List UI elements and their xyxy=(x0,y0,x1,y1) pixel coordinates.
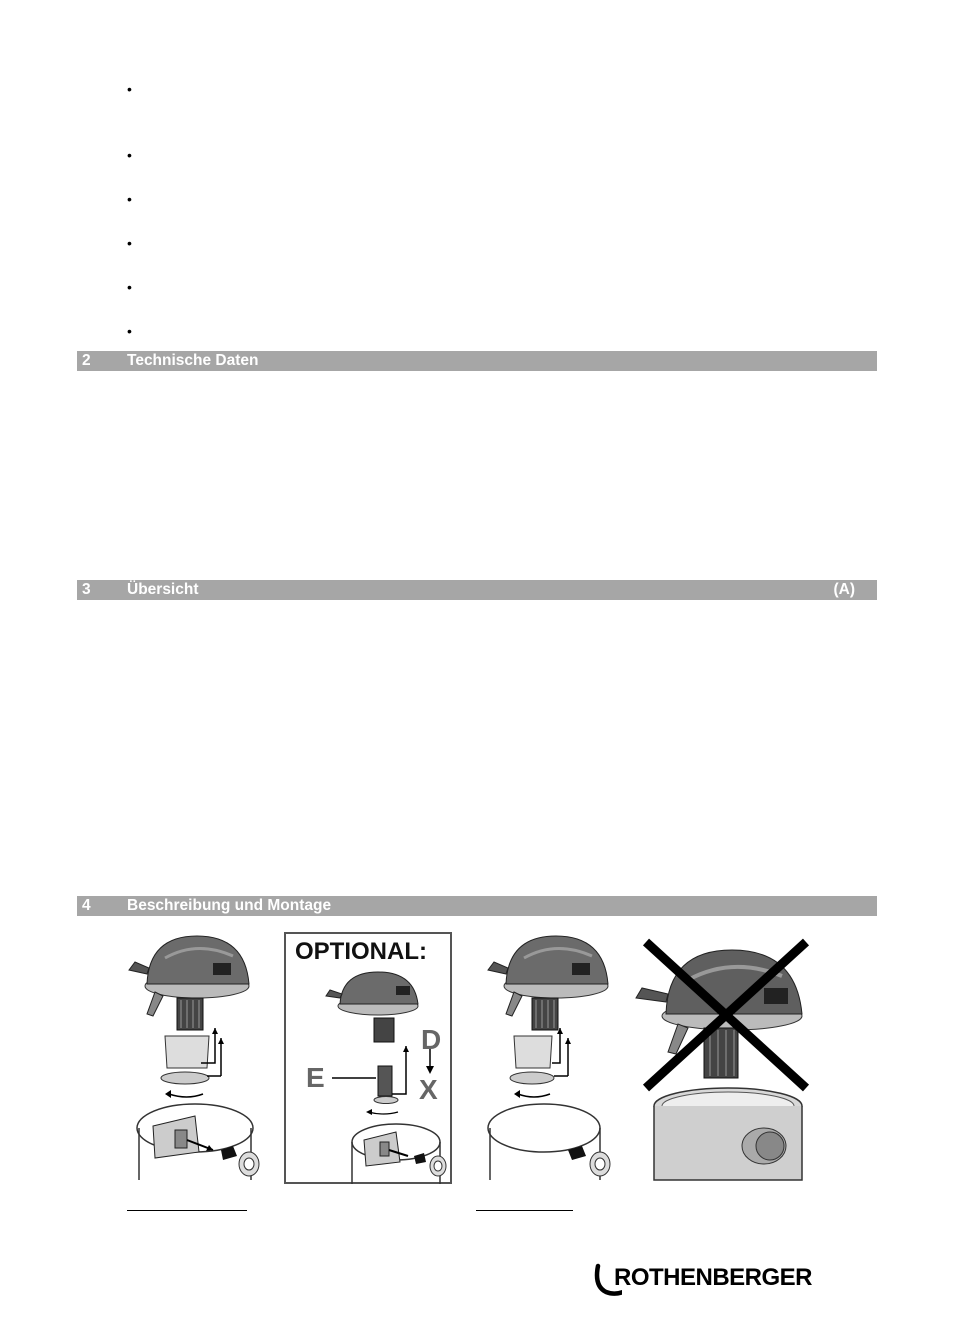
section-title: Übersicht xyxy=(127,581,199,598)
caption-underline-1 xyxy=(127,1210,247,1211)
section-header-beschreibung xyxy=(77,896,877,916)
section-number: 3 xyxy=(82,581,91,598)
figure-reference: (A) xyxy=(833,581,855,598)
label-d: D xyxy=(421,1024,442,1055)
optional-illustration xyxy=(286,934,454,1186)
optional-label: OPTIONAL: xyxy=(295,938,427,965)
bullet-6: • xyxy=(127,323,132,339)
bullet-3: • xyxy=(127,191,132,207)
figure-incorrect-mounting xyxy=(632,928,812,1183)
section-header-technische-daten xyxy=(77,351,877,371)
section-title: Technische Daten xyxy=(127,352,259,369)
section-header-uebersicht xyxy=(77,580,877,600)
figure-filter-assembly-2 xyxy=(484,928,634,1183)
bullet-2: • xyxy=(127,147,132,163)
section-number: 2 xyxy=(82,352,91,369)
rothenberger-logo xyxy=(592,1260,828,1300)
figure-optional-box xyxy=(284,932,452,1184)
brand-name: ROTHENBERGER xyxy=(614,1264,813,1291)
section-title: Beschreibung und Montage xyxy=(127,897,332,914)
section-number: 4 xyxy=(82,897,91,914)
label-e: E xyxy=(306,1062,325,1093)
bullet-4: • xyxy=(127,235,132,251)
bullet-5: • xyxy=(127,279,132,295)
label-x: X xyxy=(419,1074,438,1105)
figure-filter-assembly-1 xyxy=(125,928,275,1183)
bullet-1: • xyxy=(127,81,132,97)
caption-underline-2 xyxy=(476,1210,573,1211)
